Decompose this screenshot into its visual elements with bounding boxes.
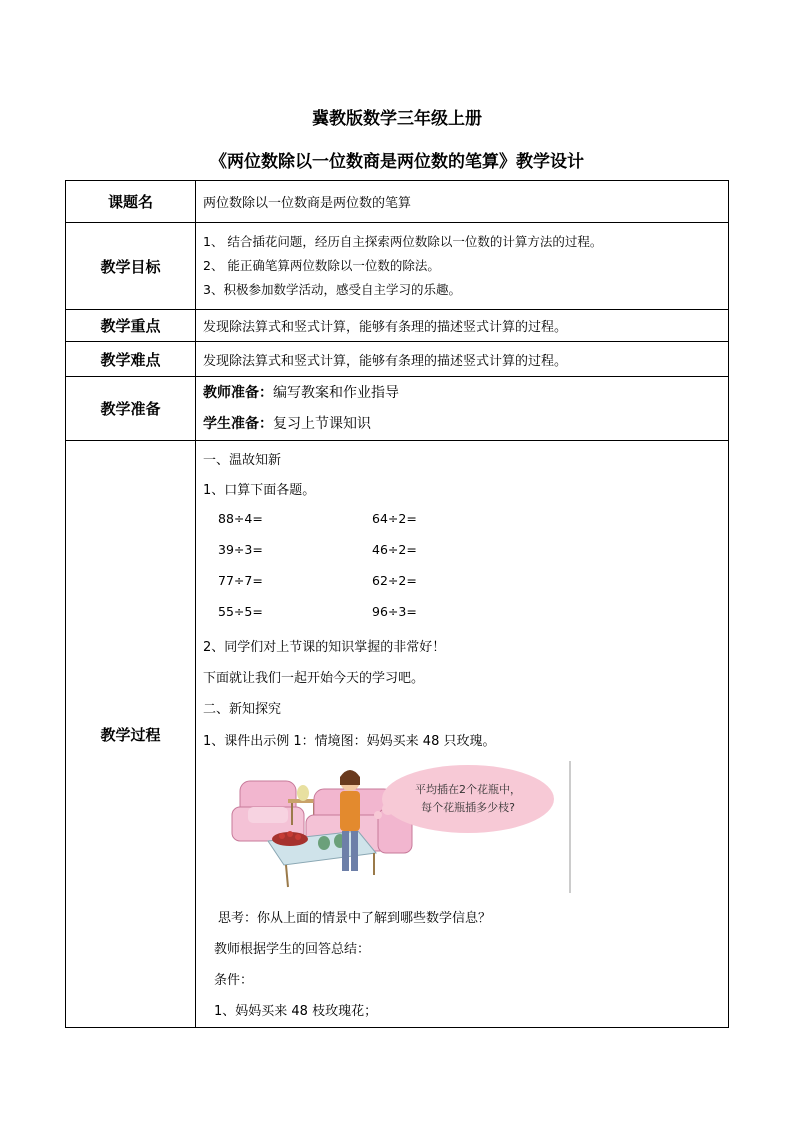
row-label-process: 教学过程: [66, 441, 196, 1028]
difficulties-value: 发现除法算式和竖式计算，能够有条理的描述竖式计算的过程。: [196, 342, 729, 377]
table-row-preparation: [66, 377, 729, 441]
row-label-goals: 教学目标: [66, 223, 196, 310]
teacher-prep-label: 教师准备：: [203, 384, 273, 401]
row-label-difficulties: 教学难点: [66, 342, 196, 377]
preparation-cell: [196, 377, 729, 441]
calc-item: 46÷2=: [372, 542, 417, 557]
summary-text: 教师根据学生的回答总结：: [214, 942, 371, 957]
section-heading: 一、温故知新: [203, 453, 282, 468]
row-label-key-points: 教学重点: [66, 310, 196, 342]
process-cell: [196, 441, 729, 1028]
table-row-topic: [66, 181, 729, 223]
document-title: 冀教版数学三年级上册: [312, 109, 482, 129]
calc-item: 62÷2=: [372, 573, 417, 588]
teacher-prep: [203, 378, 728, 409]
row-label-topic: 课题名: [66, 181, 196, 223]
fact-text: 1、妈妈买来 48 枝玫瑰花；: [214, 1004, 378, 1019]
calc-item: 96÷3=: [372, 604, 417, 619]
calc-item: 88÷4=: [218, 511, 263, 526]
step-text: 下面就让我们一起开始今天的学习吧。: [203, 671, 425, 686]
lesson-plan-table: [65, 180, 729, 1028]
goal-item: 2、 能正确笔算两位数除以一位数的除法。: [203, 258, 440, 273]
goal-item: 3、积极参加数学活动，感受自主学习的乐趣。: [203, 282, 461, 297]
goals-cell: [196, 223, 729, 310]
goal-item: 1、 结合插花问题，经历自主探索两位数除以一位数的计算方法的过程。: [203, 234, 603, 249]
table-row-goals: [66, 223, 729, 310]
calc-item: 55÷5=: [218, 604, 263, 619]
table-row-key-points: [66, 310, 729, 342]
section-heading: 二、新知探究: [203, 702, 282, 717]
document-subtitle: 《两位数除以一位数商是两位数的笔算》教学设计: [210, 152, 584, 172]
step-text: 1、口算下面各题。: [203, 483, 316, 498]
calc-item: 77÷7=: [218, 573, 263, 588]
condition-text: 条件：: [214, 973, 254, 988]
calc-item: 64÷2=: [372, 511, 417, 526]
example-text: 1、课件出示例 1：情境图：妈妈买来 48 只玫瑰。: [203, 734, 496, 749]
student-prep: [203, 409, 728, 440]
table-row-difficulties: [66, 342, 729, 377]
teacher-prep-value: 编写教案和作业指导: [273, 384, 399, 401]
table-row-process: [66, 441, 729, 1028]
bubble-text-1: 平均插在2个花瓶中，: [415, 783, 521, 796]
topic-value: 两位数除以一位数商是两位数的笔算: [196, 181, 729, 223]
bubble-text-2: 每个花瓶插多少枝?: [421, 801, 515, 814]
calc-item: 39÷3=: [218, 542, 263, 557]
think-text: 思考：你从上面的情景中了解到哪些数学信息？: [218, 911, 492, 926]
student-prep-value: 复习上节课知识: [273, 415, 371, 432]
key-points-value: 发现除法算式和竖式计算，能够有条理的描述竖式计算的过程。: [196, 310, 729, 342]
step-text: 2、同学们对上节课的知识掌握的非常好！: [203, 640, 446, 655]
student-prep-label: 学生准备：: [203, 415, 273, 432]
row-label-preparation: 教学准备: [66, 377, 196, 441]
mother-with-roses-scene-icon: [228, 759, 576, 893]
